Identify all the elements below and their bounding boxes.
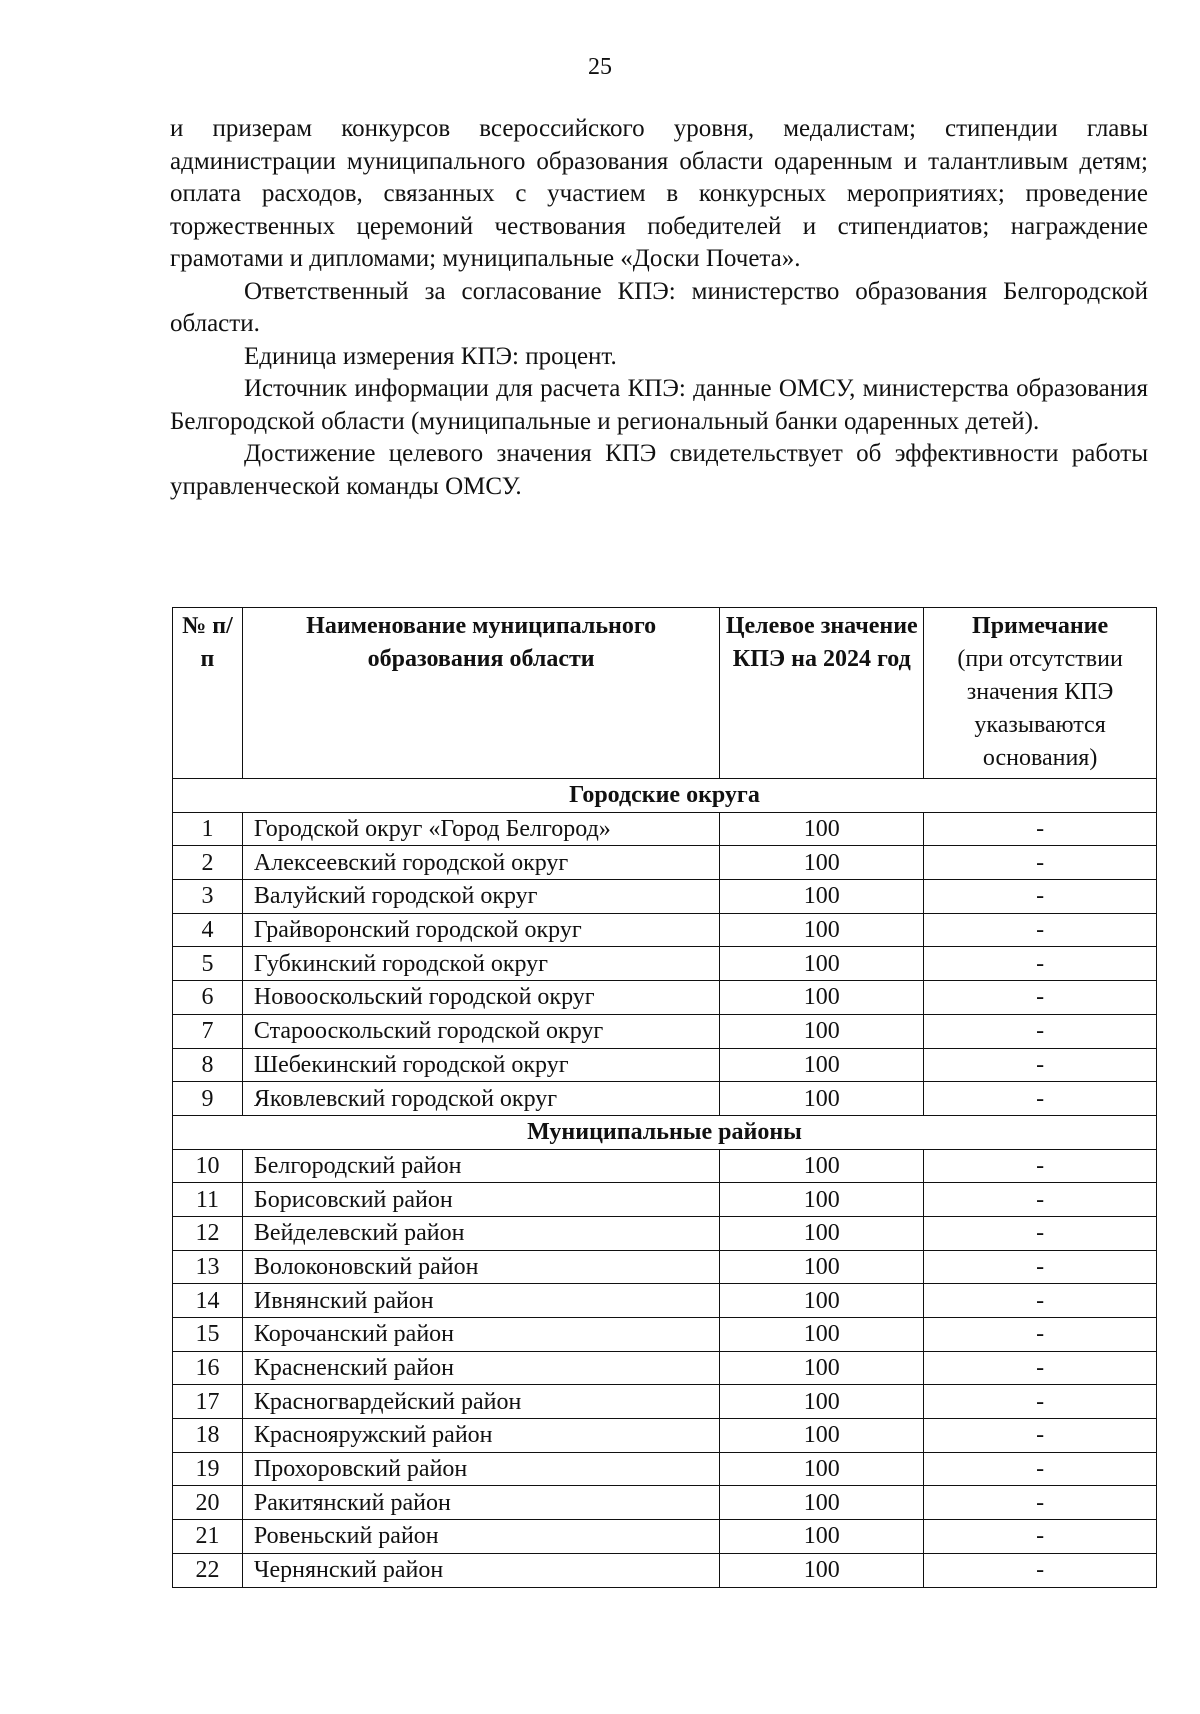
cell-name: Грайворонский городской округ <box>242 913 719 947</box>
cell-note: - <box>924 1520 1157 1554</box>
cell-note: - <box>924 1553 1157 1587</box>
table-row <box>173 1250 1157 1284</box>
kpe-table <box>172 607 1157 1588</box>
header-note <box>924 608 1157 779</box>
cell-value: 100 <box>720 947 924 981</box>
cell-note: - <box>924 1014 1157 1048</box>
paragraph-achievement: Достижение целевого значения КПЭ свидетельствует об эффективности работы управленческой команды ОМСУ. <box>170 440 1148 500</box>
cell-name: Волоконовский район <box>242 1250 719 1284</box>
cell-num: 2 <box>173 846 243 880</box>
table-row <box>173 846 1157 880</box>
cell-name: Ивнянский район <box>242 1284 719 1318</box>
cell-note: - <box>924 1048 1157 1082</box>
cell-value: 100 <box>720 812 924 846</box>
cell-note: - <box>924 1250 1157 1284</box>
cell-value: 100 <box>720 1082 924 1116</box>
cell-name: Губкинский городской округ <box>242 947 719 981</box>
cell-name: Алексеевский городской округ <box>242 846 719 880</box>
cell-num: 4 <box>173 913 243 947</box>
cell-name: Вейделевский район <box>242 1216 719 1250</box>
cell-name: Яковлевский городской округ <box>242 1082 719 1116</box>
cell-value: 100 <box>720 981 924 1015</box>
cell-name: Ракитянский район <box>242 1486 719 1520</box>
table-row <box>173 947 1157 981</box>
table-row <box>173 913 1157 947</box>
cell-name: Ровеньский район <box>242 1520 719 1554</box>
table-row <box>173 1048 1157 1082</box>
cell-num: 16 <box>173 1351 243 1385</box>
cell-num: 3 <box>173 880 243 914</box>
cell-value: 100 <box>720 913 924 947</box>
cell-num: 6 <box>173 981 243 1015</box>
cell-name: Прохоровский район <box>242 1452 719 1486</box>
cell-num: 10 <box>173 1149 243 1183</box>
cell-note: - <box>924 812 1157 846</box>
cell-note: - <box>924 1385 1157 1419</box>
cell-name: Корочанский район <box>242 1318 719 1352</box>
table-row <box>173 1318 1157 1352</box>
section-municipal-districts: Муниципальные районы <box>173 1115 1157 1149</box>
section-row <box>173 1115 1157 1149</box>
table-row <box>173 1419 1157 1453</box>
cell-note: - <box>924 1284 1157 1318</box>
body-text <box>170 113 1148 503</box>
table-row <box>173 1183 1157 1217</box>
table-row <box>173 880 1157 914</box>
cell-name: Чернянский район <box>242 1553 719 1587</box>
table-body <box>173 779 1157 1588</box>
cell-num: 21 <box>173 1520 243 1554</box>
cell-note: - <box>924 1183 1157 1217</box>
cell-note: - <box>924 981 1157 1015</box>
cell-name: Борисовский район <box>242 1183 719 1217</box>
cell-name: Белгородский район <box>242 1149 719 1183</box>
cell-num: 12 <box>173 1216 243 1250</box>
header-note-detail: (при отсутствии значения КПЭ указываются основания) <box>957 646 1123 771</box>
cell-note: - <box>924 846 1157 880</box>
cell-name: Городской округ «Город Белгород» <box>242 812 719 846</box>
cell-value: 100 <box>720 1183 924 1217</box>
table-row <box>173 1553 1157 1587</box>
cell-note: - <box>924 947 1157 981</box>
table-row <box>173 1452 1157 1486</box>
table-row <box>173 1082 1157 1116</box>
cell-num: 8 <box>173 1048 243 1082</box>
table-row <box>173 1216 1157 1250</box>
table-row <box>173 1149 1157 1183</box>
table-header <box>173 608 1157 779</box>
cell-note: - <box>924 1318 1157 1352</box>
cell-num: 5 <box>173 947 243 981</box>
cell-note: - <box>924 1351 1157 1385</box>
cell-num: 1 <box>173 812 243 846</box>
cell-name: Шебекинский городской округ <box>242 1048 719 1082</box>
cell-value: 100 <box>720 1284 924 1318</box>
cell-name: Красненский район <box>242 1351 719 1385</box>
header-num: № п/п <box>173 608 243 779</box>
cell-value: 100 <box>720 1014 924 1048</box>
cell-name: Новооскольский городской округ <box>242 981 719 1015</box>
cell-note: - <box>924 1082 1157 1116</box>
cell-value: 100 <box>720 1452 924 1486</box>
cell-value: 100 <box>720 846 924 880</box>
paragraph-responsible: Ответственный за согласование КПЭ: министерство образования Белгородской области. <box>170 277 1148 337</box>
cell-value: 100 <box>720 1553 924 1587</box>
table-row <box>173 1486 1157 1520</box>
paragraph-awards: и призерам конкурсов всероссийского уровня, медалистам; стипендии главы администрации муниципального образования области одаренным и талантливым детям; оплата расходов, связанных с участием в конкурсных мероприятиях; проведение торжественных церемоний чествования победителей и стипендиатов; награждение грамотами и дипломами; муниципальные «Доски Почета». <box>170 115 1148 272</box>
table-row <box>173 981 1157 1015</box>
cell-note: - <box>924 913 1157 947</box>
cell-num: 9 <box>173 1082 243 1116</box>
cell-name: Валуйский городской округ <box>242 880 719 914</box>
section-row <box>173 779 1157 813</box>
cell-note: - <box>924 1216 1157 1250</box>
table-row <box>173 1014 1157 1048</box>
cell-note: - <box>924 1419 1157 1453</box>
page-number: 25 <box>588 54 612 80</box>
cell-num: 11 <box>173 1183 243 1217</box>
cell-value: 100 <box>720 1486 924 1520</box>
cell-value: 100 <box>720 1419 924 1453</box>
cell-name: Краснояружский район <box>242 1419 719 1453</box>
header-value: Целевое значение КПЭ на 2024 год <box>720 608 924 779</box>
cell-num: 15 <box>173 1318 243 1352</box>
cell-value: 100 <box>720 1351 924 1385</box>
header-name: Наименование муниципального образования области <box>242 608 719 779</box>
table-row <box>173 1351 1157 1385</box>
cell-value: 100 <box>720 1250 924 1284</box>
cell-num: 20 <box>173 1486 243 1520</box>
cell-value: 100 <box>720 1520 924 1554</box>
cell-num: 14 <box>173 1284 243 1318</box>
cell-value: 100 <box>720 1048 924 1082</box>
cell-name: Старооскольский городской округ <box>242 1014 719 1048</box>
cell-value: 100 <box>720 880 924 914</box>
table-row <box>173 1520 1157 1554</box>
paragraph-unit: Единица измерения КПЭ: процент. <box>244 342 617 370</box>
header-row <box>173 608 1157 779</box>
cell-note: - <box>924 1452 1157 1486</box>
table-row <box>173 812 1157 846</box>
cell-note: - <box>924 1486 1157 1520</box>
table-row <box>173 1385 1157 1419</box>
cell-value: 100 <box>720 1385 924 1419</box>
cell-note: - <box>924 880 1157 914</box>
header-note-title: Примечание <box>972 613 1109 639</box>
cell-value: 100 <box>720 1149 924 1183</box>
cell-value: 100 <box>720 1216 924 1250</box>
cell-num: 7 <box>173 1014 243 1048</box>
cell-note: - <box>924 1149 1157 1183</box>
cell-num: 18 <box>173 1419 243 1453</box>
cell-name: Красногвардейский район <box>242 1385 719 1419</box>
cell-num: 13 <box>173 1250 243 1284</box>
section-urban-districts: Городские округа <box>173 779 1157 813</box>
cell-num: 17 <box>173 1385 243 1419</box>
paragraph-source: Источник информации для расчета КПЭ: данные ОМСУ, министерства образования Белгородской области (муниципальные и региональный банки одаренных детей). <box>170 375 1148 435</box>
cell-num: 22 <box>173 1553 243 1587</box>
cell-value: 100 <box>720 1318 924 1352</box>
table-row <box>173 1284 1157 1318</box>
cell-num: 19 <box>173 1452 243 1486</box>
